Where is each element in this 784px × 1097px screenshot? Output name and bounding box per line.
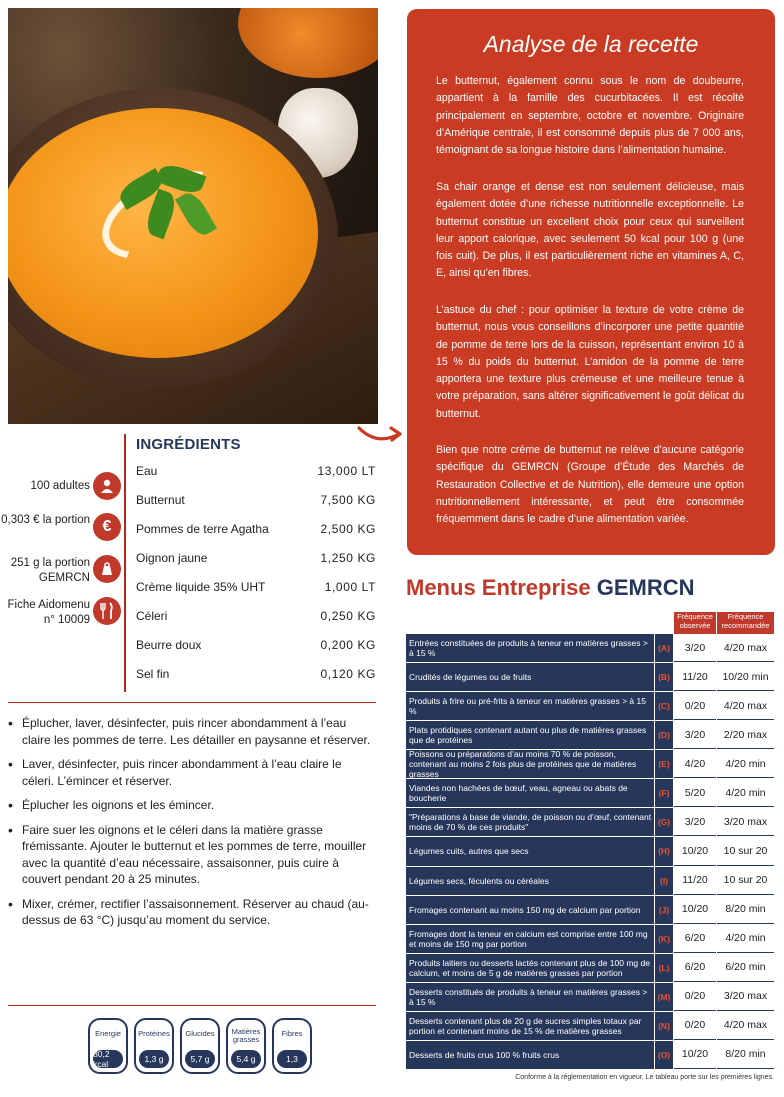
row-observed: 3/20 <box>674 634 716 662</box>
row-label: Produits laitiers ou desserts lactés contenant plus de 100 mg de calcium, et moins de 5 g de matières grasses par portion <box>406 954 654 982</box>
divider <box>8 702 376 703</box>
ingredient-row: Oignon jaune 1,250 KG <box>136 551 376 565</box>
row-recommended: 3/20 max <box>717 808 774 836</box>
table-row <box>406 896 774 924</box>
nutrition-fibres: Fibres 1,3 <box>272 1018 312 1074</box>
row-observed: 0/20 <box>674 1012 716 1040</box>
row-letter: (B) <box>655 663 673 691</box>
row-letter: (D) <box>655 721 673 749</box>
nutrition-carbs: Glucides 5,7 g <box>180 1018 220 1074</box>
row-letter: (I) <box>655 867 673 895</box>
row-letter: (G) <box>655 808 673 836</box>
info-sheet: Fiche Aidomenu n° 10009 <box>7 599 90 626</box>
row-recommended: 10/20 min <box>717 663 774 691</box>
row-label: Produits à frire ou pré-frits à teneur en matières grasses > à 15 % <box>406 692 654 720</box>
analysis-paragraph: Sa chair orange et dense est non seulement délicieuse, mais également dotée d’une richesse nutritionnelle exceptionnelle. Le butternut constitue un excellent choix pour ceux qui surveillent leur apport calorique, avec seulement 50 kcal pour 100 g (une fois cuit). De plus, il est particulièrement riche en vitamines A, C, E, ainsi qu’en fibres. <box>436 181 744 280</box>
row-label: Légumes secs, féculents ou céréales <box>406 867 654 895</box>
row-letter: (N) <box>655 1012 673 1040</box>
ingredients-title: INGRÉDIENTS <box>136 436 241 453</box>
ingredient-row: Butternut 7,500 KG <box>136 493 376 507</box>
ingredient-row: Beurre doux 0,200 KG <box>136 638 376 652</box>
table-row <box>406 1041 774 1069</box>
ingredient-row: Pommes de terre Agatha 2,500 KG <box>136 522 376 536</box>
divider <box>8 1005 376 1006</box>
row-label: Fromages contenant au moins 150 mg de calcium par portion <box>406 896 654 924</box>
table-row <box>406 750 774 778</box>
menus-title: Menus Entreprise GEMRCN <box>406 575 695 600</box>
row-observed: 0/20 <box>674 983 716 1011</box>
row-observed: 11/20 <box>674 663 716 691</box>
row-recommended: 4/20 min <box>717 779 774 807</box>
step-item: • Éplucher, laver, désinfecter, puis rincer abondamment à l’eau claire les pommes de terre. Les détailler en paysanne et réserver. <box>8 715 374 748</box>
row-observed: 10/20 <box>674 1041 716 1069</box>
person-icon <box>93 472 121 500</box>
step-item: • Éplucher les oignons et les émincer. <box>8 797 374 814</box>
row-observed: 10/20 <box>674 896 716 924</box>
table-row <box>406 837 774 865</box>
column-recommended: Fréquence recommandée <box>717 612 774 634</box>
row-observed: 4/20 <box>674 750 716 778</box>
analysis-title: Analyse de la recette <box>483 31 699 57</box>
row-observed: 3/20 <box>674 808 716 836</box>
row-recommended: 8/20 min <box>717 896 774 924</box>
row-letter: (A) <box>655 634 673 662</box>
row-recommended: 10 sur 20 <box>717 867 774 895</box>
row-letter: (J) <box>655 896 673 924</box>
row-label: Desserts contenant plus de 20 g de sucres simples totaux par portion et contenant moins de 15 % de matières grasses <box>406 1012 654 1040</box>
row-letter: (L) <box>655 954 673 982</box>
row-observed: 0/20 <box>674 692 716 720</box>
row-label: Poissons ou préparations d’au moins 70 % de poisson, contenant au moins 2 fois plus de protéines que de matières grasses <box>406 750 654 778</box>
row-observed: 11/20 <box>674 867 716 895</box>
row-observed: 6/20 <box>674 925 716 953</box>
row-recommended: 6/20 min <box>717 954 774 982</box>
soup-photo <box>8 8 378 424</box>
step-item: • Laver, désinfecter, puis rincer abondamment à l’eau claire le céleri. L’émincer et réserver. <box>8 756 374 789</box>
analysis-paragraph: L’astuce du chef : pour optimiser la texture de votre crème de butternut, nous vous conseillons d’incorporer une petite quantité de pomme de terre lors de la cuisson, représentant environ 10 à 15 % du poids du butternut. L’amidon de la pomme de terre apportera une texture plus crémeuse et une meilleure tenue à votre préparation, sans altérer significativement le goût délicat du butternut. <box>436 304 744 420</box>
row-observed: 10/20 <box>674 837 716 865</box>
table-row <box>406 808 774 836</box>
nutrition-fat: Matières grasses 5,4 g <box>226 1018 266 1074</box>
row-observed: 3/20 <box>674 721 716 749</box>
table-row <box>406 867 774 895</box>
row-recommended: 4/20 min <box>717 925 774 953</box>
row-letter: (M) <box>655 983 673 1011</box>
column-observed: Fréquence observée <box>674 612 716 634</box>
row-letter: (K) <box>655 925 673 953</box>
row-label: Entrées constituées de produits à teneur en matières grasses > à 15 % <box>406 634 654 662</box>
info-servings: 100 adultes <box>30 480 90 492</box>
ingredient-row: Eau 13,000 LT <box>136 464 376 478</box>
analysis-paragraph: Bien que notre crème de butternut ne relève d’aucune catégorie spécifique du GEMRCN (Groupe d’Étude des Marchés de Restauration Collective et de Nutrition), elle demeure une option nutritionnellement intéressante, et peut être consommée fréquemment dans le cadre d’une alimentation variée. <box>436 444 744 526</box>
table-row <box>406 663 774 691</box>
row-letter: (C) <box>655 692 673 720</box>
row-recommended: 10 sur 20 <box>717 837 774 865</box>
row-recommended: 3/20 max <box>717 983 774 1011</box>
scale-icon <box>93 555 121 583</box>
row-letter: (F) <box>655 779 673 807</box>
ingredients-panel <box>124 434 382 692</box>
row-recommended: 2/20 max <box>717 721 774 749</box>
info-price: 0,303 € la portion <box>1 514 90 526</box>
table-row <box>406 721 774 749</box>
analysis-panel <box>407 9 775 555</box>
row-letter: (E) <box>655 750 673 778</box>
nutrition-energy: Energie 80,2 kcal <box>88 1018 128 1074</box>
row-label: Viandes non hachées de bœuf, veau, agneau ou abats de boucherie <box>406 779 654 807</box>
row-recommended: 8/20 min <box>717 1041 774 1069</box>
table-row <box>406 779 774 807</box>
row-observed: 5/20 <box>674 779 716 807</box>
step-item: • Faire suer les oignons et le céleri dans la matière grasse frémissante. Ajouter le butternut et les pommes de terre, mouiller avec la quantité d’eau nécessaire, assaisonner, puis cuire à couvert pendant 20 à 25 minutes. <box>8 822 374 888</box>
cutlery-icon <box>93 597 121 625</box>
table-row <box>406 983 774 1011</box>
analysis-paragraph: Le butternut, également connu sous le nom de doubeurre, appartient à la famille des cucurbitacées. Il est récolté principalement en septembre, octobre et novembre. Originaire d’Amérique centrale, il est consommé depuis plus de 7 000 ans, témoignant de sa longue histoire dans l’alimentation humaine. <box>436 75 744 157</box>
info-portion: 251 g la portion GEMRCN <box>10 557 90 584</box>
row-label: Légumes cuits, autres que secs <box>406 837 654 865</box>
row-observed: 6/20 <box>674 954 716 982</box>
nutrition-protein: Protéines 1,3 g <box>134 1018 174 1074</box>
row-letter: (O) <box>655 1041 673 1069</box>
row-label: Desserts constitués de produits à teneur en matières grasses > à 15 % <box>406 983 654 1011</box>
row-letter: (H) <box>655 837 673 865</box>
row-label: Fromages dont la teneur en calcium est comprise entre 100 mg et moins de 150 mg par portion <box>406 925 654 953</box>
table-row <box>406 692 774 720</box>
row-label: Plats protidiques contenant autant ou plus de matières grasses que de protéines <box>406 721 654 749</box>
ingredient-row: Sel fin 0,120 KG <box>136 667 376 681</box>
row-label: Crudités de légumes ou de fruits <box>406 663 654 691</box>
step-item: • Mixer, crémer, rectifier l’assaisonnement. Réserver au chaud (au-dessus de 63 °C) jusqu’au moment du service. <box>8 896 374 929</box>
row-recommended: 4/20 max <box>717 634 774 662</box>
row-recommended: 4/20 min <box>717 750 774 778</box>
table-row <box>406 634 774 662</box>
row-label: Desserts de fruits crus 100 % fruits crus <box>406 1041 654 1069</box>
row-label: "Préparations à base de viande, de poisson ou d’œuf, contenant moins de 70 % de ces produits" <box>406 808 654 836</box>
euro-icon: € <box>93 513 121 541</box>
table-row <box>406 954 774 982</box>
ingredient-row: Crème liquide 35% UHT 1,000 LT <box>136 580 376 594</box>
preparation-steps <box>8 715 374 937</box>
table-row <box>406 1012 774 1040</box>
row-recommended: 4/20 max <box>717 1012 774 1040</box>
table-row <box>406 925 774 953</box>
ingredient-row: Céleri 0,250 KG <box>136 609 376 623</box>
table-note: Conforme à la réglementation en vigueur. Le tableau porte sur les premières lignes. <box>515 1074 774 1081</box>
row-recommended: 4/20 max <box>717 692 774 720</box>
